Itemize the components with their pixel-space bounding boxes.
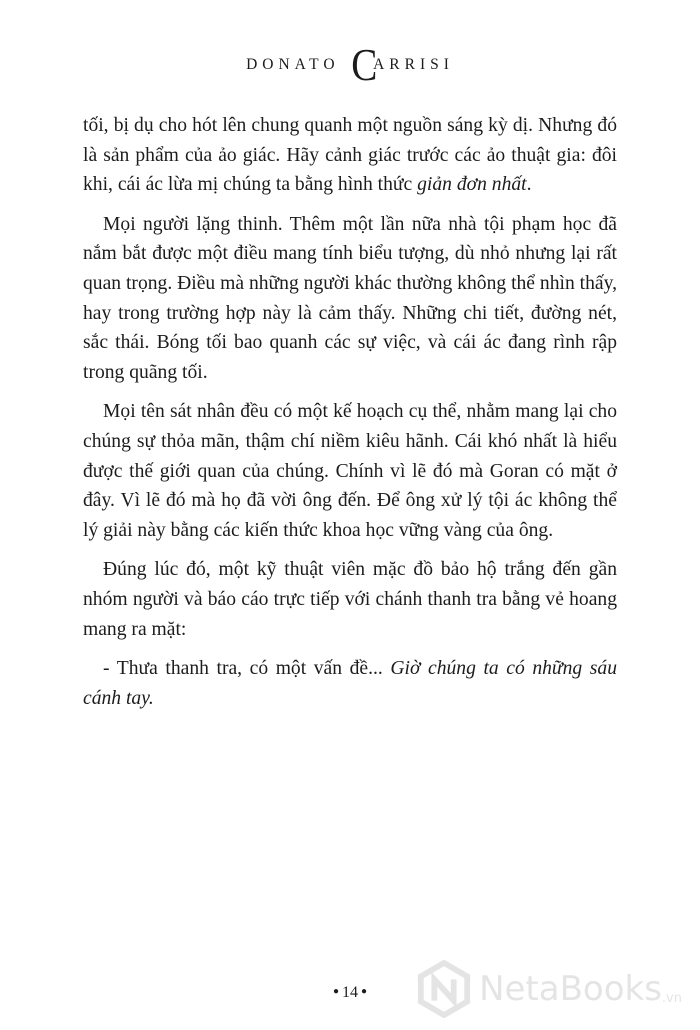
paragraph-5: - Thưa thanh tra, có một vấn đề... Giờ chúng ta có những sáu cánh tay. — [83, 658, 617, 709]
watermark-suffix: .vn — [661, 991, 682, 1006]
paragraph-1: tối, bị dụ cho hót lên chung quanh một nguồn sáng kỳ dị. Nhưng đó là sản phẩm của ảo giác. Hãy cảnh giác trước các ảo thuật gia: đôi khi, cái ác lừa mị chúng ta bằng hình thức giản đơn nhất. — [83, 115, 617, 196]
emphasis-text: giản đơn nhất — [417, 174, 527, 196]
page-number-value: 14 — [342, 984, 358, 1001]
running-header — [0, 38, 700, 91]
author-first-name: DONATO — [246, 56, 340, 73]
netabooks-logo-icon — [415, 960, 473, 1018]
author-last-name: ARRISI — [373, 56, 454, 73]
paragraph-3: Mọi tên sát nhân đều có một kế hoạch cụ thể, nhằm mang lại cho chúng sự thỏa mãn, thậm chí niềm kiêu hãnh. Cái khó nhất là hiểu được thế giới quan của chúng. Chính vì lẽ đó mà Goran có mặt ở đây. Vì lẽ đó mà họ đã vời ông đến. Để ông xử lý tội ác không thể lý giải này bằng các kiến thức khoa học vững vàng của ông. — [83, 401, 617, 541]
author-logo-letter: C — [351, 39, 378, 90]
emphasis-text: Giờ chúng ta có những sáu cánh tay. — [83, 658, 617, 709]
watermark-brand: NetaBooks — [479, 969, 662, 1009]
bullet-icon: ● — [361, 986, 368, 997]
bullet-icon: ● — [332, 986, 339, 997]
watermark — [415, 960, 682, 1018]
paragraph-2: Mọi người lặng thinh. Thêm một lần nữa nhà tội phạm học đã nắm bắt được một điều mang tính biểu tượng, dù nhỏ nhưng lại rất quan trọng. Điều mà những người khác thường không thể nhìn thấy, hay trong trường hợp này là cảm thấy. Những chi tiết, đường nét, sắc thái. Bóng tối bao quanh các sự việc, và cái ác đang rình rập trong quãng tối. — [83, 213, 617, 383]
page-body — [83, 111, 617, 723]
paragraph-4: Đúng lúc đó, một kỹ thuật viên mặc đồ bảo hộ trắng đến gần nhóm người và báo cáo trực tiếp với chánh thanh tra bằng vẻ hoang mang ra mặt: — [83, 559, 617, 640]
